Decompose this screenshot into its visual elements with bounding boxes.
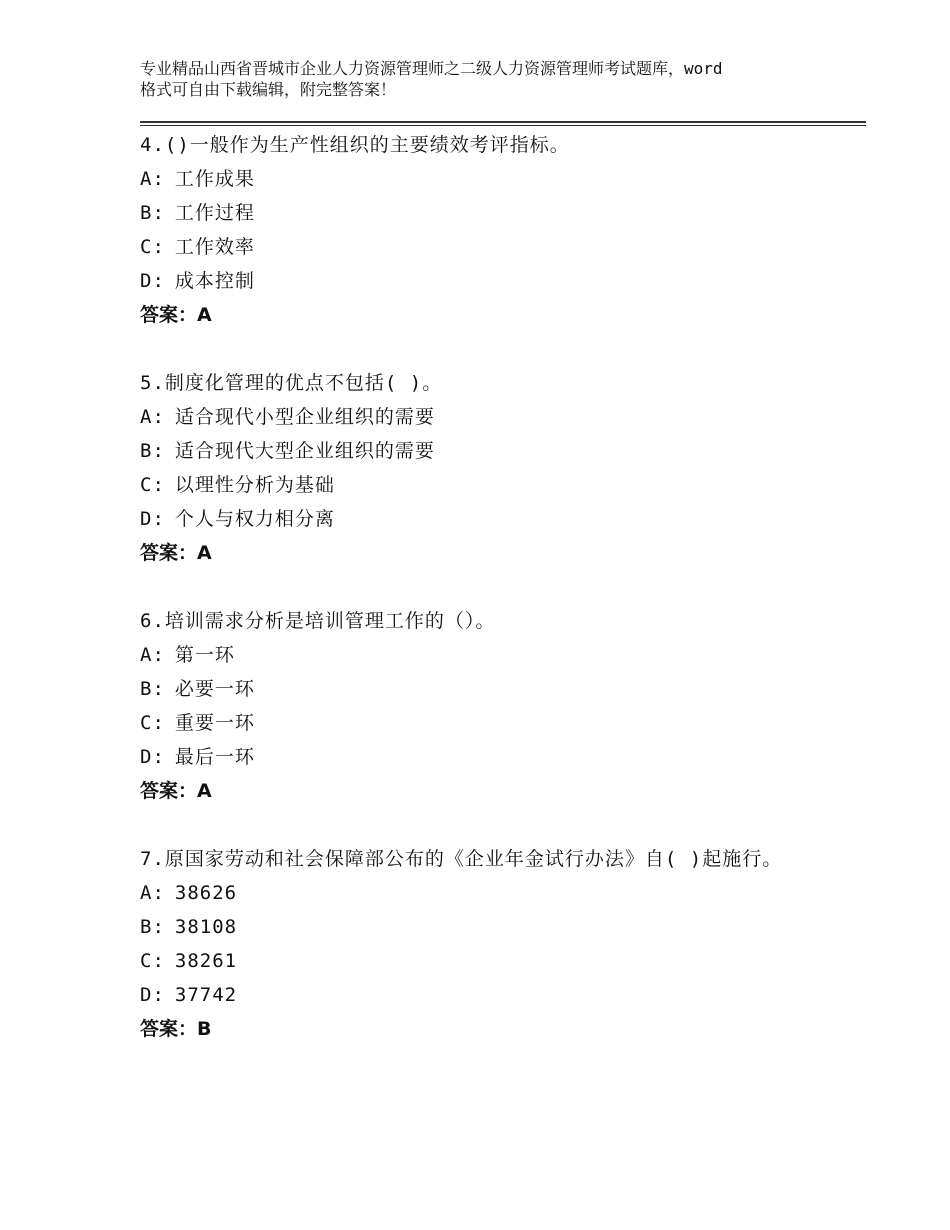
answer-label: 答案：: [140, 1018, 198, 1040]
option-d: [140, 264, 840, 298]
answer-value: B: [197, 1018, 212, 1040]
option-c: [140, 468, 840, 502]
header-rule-thick: [140, 121, 866, 123]
question-gap: [140, 808, 840, 842]
question-stem: 5.制度化管理的优点不包括( )。: [140, 372, 443, 394]
question-list: [140, 128, 840, 1046]
option-text: 工作成果: [174, 168, 255, 190]
option-letter: B:: [140, 202, 165, 224]
option-a: [140, 162, 840, 196]
option-letter: A:: [140, 406, 165, 428]
question-7: [140, 842, 840, 1046]
option-text: 工作效率: [174, 236, 255, 258]
option-text: 38108: [174, 916, 238, 938]
option-letter: D:: [140, 984, 165, 1006]
answer-line: [140, 536, 840, 570]
header-line-2: 格式可自由下载编辑，附完整答案！: [140, 80, 397, 99]
question-gap: [140, 332, 840, 366]
option-letter: D:: [140, 270, 165, 292]
question-gap: [140, 570, 840, 604]
option-text: 必要一环: [174, 678, 255, 700]
option-c: [140, 230, 840, 264]
question-stem: 7.原国家劳动和社会保障部公布的《企业年金试行办法》自( )起施行。: [140, 848, 783, 870]
option-letter: C:: [140, 712, 165, 734]
option-letter: B:: [140, 916, 165, 938]
option-text: 适合现代小型企业组织的需要: [174, 406, 435, 428]
answer-label: 答案：: [140, 542, 198, 564]
option-letter: C:: [140, 950, 165, 972]
option-a: [140, 400, 840, 434]
option-b: [140, 196, 840, 230]
option-letter: D:: [140, 508, 165, 530]
option-c: [140, 706, 840, 740]
option-b: [140, 672, 840, 706]
option-text: 最后一环: [174, 746, 255, 768]
question-6: [140, 604, 840, 808]
answer-value: A: [197, 542, 212, 564]
option-c: [140, 944, 840, 978]
option-letter: B:: [140, 440, 165, 462]
option-b: [140, 434, 840, 468]
answer-value: A: [197, 304, 212, 326]
option-text: 成本控制: [174, 270, 255, 292]
option-text: 适合现代大型企业组织的需要: [174, 440, 435, 462]
option-text: 38626: [174, 882, 238, 904]
option-text: 37742: [174, 984, 238, 1006]
answer-line: [140, 774, 840, 808]
option-letter: A:: [140, 644, 165, 666]
option-letter: C:: [140, 474, 165, 496]
option-letter: A:: [140, 882, 165, 904]
option-d: [140, 502, 840, 536]
answer-label: 答案：: [140, 304, 198, 326]
option-letter: A:: [140, 168, 165, 190]
header-rule-thin: [140, 125, 866, 126]
option-letter: D:: [140, 746, 165, 768]
option-b: [140, 910, 840, 944]
option-text: 工作过程: [174, 202, 255, 224]
option-a: [140, 876, 840, 910]
answer-value: A: [197, 780, 212, 802]
option-text: 个人与权力相分离: [174, 508, 335, 530]
option-d: [140, 978, 840, 1012]
answer-line: [140, 1012, 840, 1046]
option-text: 重要一环: [174, 712, 255, 734]
option-text: 以理性分析为基础: [174, 474, 335, 496]
option-letter: C:: [140, 236, 165, 258]
option-d: [140, 740, 840, 774]
document-header: [140, 58, 830, 100]
question-5: [140, 366, 840, 570]
question-4: [140, 128, 840, 332]
question-stem: 4.()一般作为生产性组织的主要绩效考评指标。: [140, 134, 570, 156]
option-letter: B:: [140, 678, 165, 700]
option-text: 38261: [174, 950, 238, 972]
option-a: [140, 638, 840, 672]
header-line-1: 专业精品山西省晋城市企业人力资源管理师之二级人力资源管理师考试题库，word: [140, 59, 723, 78]
answer-label: 答案：: [140, 780, 198, 802]
option-text: 第一环: [174, 644, 235, 666]
question-stem: 6.培训需求分析是培训管理工作的（）。: [140, 610, 496, 632]
answer-line: [140, 298, 840, 332]
